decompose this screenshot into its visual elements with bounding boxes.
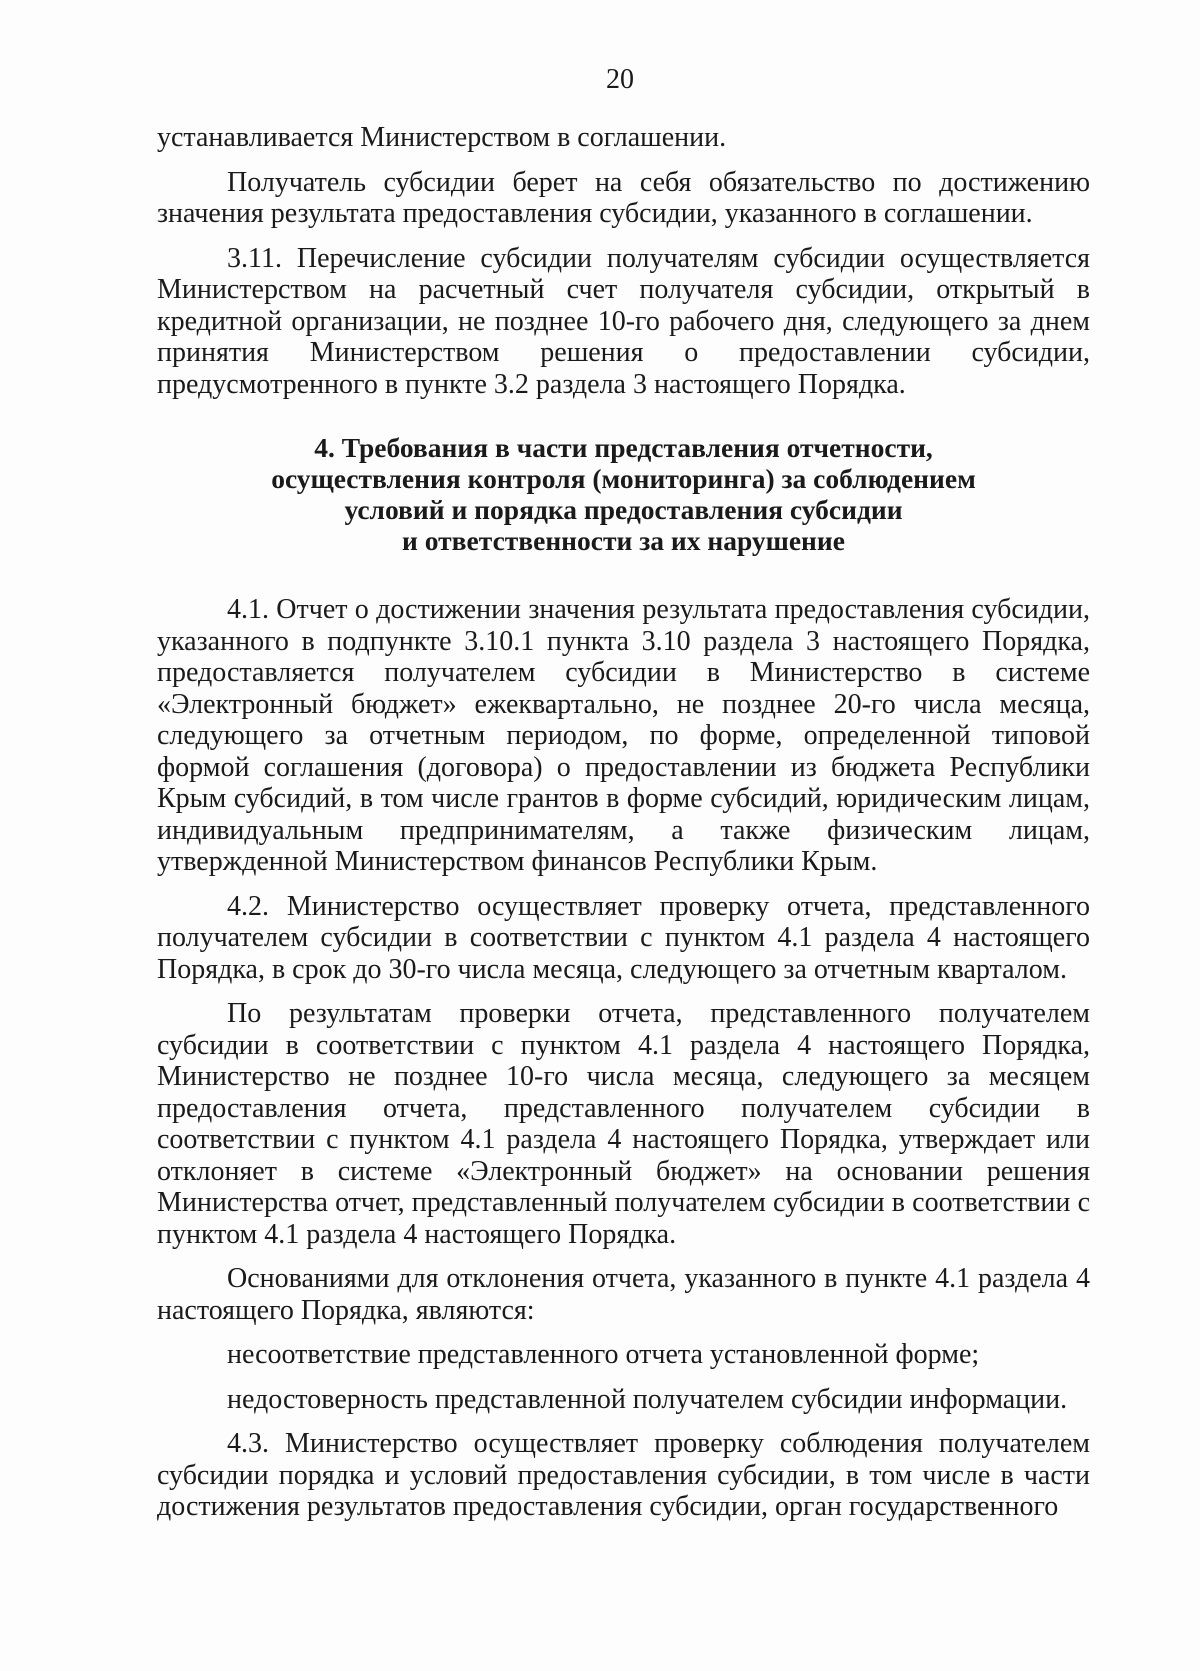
document-body (157, 122, 1090, 1536)
paragraph-4-2: 4.2. Министерство осуществляет проверку отчета, представленного получателем субсидии в соответствии с пунктом 4.1 раздела 4 настоящего Порядка, в срок до 30-го числа месяца, следующего за отчетным кварталом. (157, 890, 1090, 985)
paragraph-review-results: По результатам проверки отчета, представленного получателем субсидии в соответствии с пунктом 4.1 раздела 4 настоящего Порядка, Министерство не позднее 10-го числа месяца, следующего за месяцем предоставления отчета, представленного получателем субсидии в соответствии с пунктом 4.1 раздела 4 настоящего Порядка, утверждает или отклоняет в системе «Электронный бюджет» на основании решения Министерства отчет, представленный получателем субсидии в соответствии с пунктом 4.1 раздела 4 настоящего Порядка. (157, 998, 1090, 1250)
paragraph-obligation: Получатель субсидии берет на себя обязательство по достижению значения результата предоставления субсидии, указанного в соглашении. (157, 166, 1090, 229)
page-number: 20 (606, 64, 634, 95)
paragraph-4-1: 4.1. Отчет о достижении значения результата предоставления субсидии, указанного в подпункте 3.10.1 пункта 3.10 раздела 3 настоящего Порядка, предоставляется получателем субсидии в Министерство в системе «Электронный бюджет» ежеквартально, не позднее 20-го числа месяца, следующего за отчетным периодом, по форме, определенной типовой формой соглашения (договора) о предоставлении из бюджета Республики Крым субсидий, в том числе грантов в форме субсидий, юридическим лицам, индивидуальным предпринимателям, а также физическим лицам, утвержденной Министерством финансов Республики Крым. (157, 594, 1090, 877)
heading-line: 4. Требования в части представления отчетности, (314, 432, 933, 463)
paragraph-rejection-grounds: Основаниями для отклонения отчета, указанного в пункте 4.1 раздела 4 настоящего Порядка, являются: (157, 1263, 1090, 1326)
paragraph-4-3: 4.3. Министерство осуществляет проверку соблюдения получателем субсидии порядка и условий предоставления субсидии, в том числе в части достижения результатов предоставления субсидии, орган государственного (157, 1428, 1090, 1522)
heading-line: условий и порядка предоставления субсидии (344, 494, 903, 525)
section-4-heading (157, 432, 1090, 556)
heading-line: осуществления контроля (мониторинга) за соблюдением (271, 463, 976, 494)
paragraph-continuation: устанавливается Министерством в соглашении. (157, 122, 727, 153)
paragraph-ground-form-mismatch: несоответствие представленного отчета установленной форме; (227, 1339, 980, 1370)
paragraph-3-11: 3.11. Перечисление субсидии получателям субсидии осуществляется Министерством на расчетный счет получателя субсидии, открытый в кредитной организации, не позднее 10-го рабочего дня, следующего за днем принятия Министерством решения о предоставлении субсидии, предусмотренного в пункте 3.2 раздела 3 настоящего Порядка. (157, 242, 1090, 400)
paragraph-ground-unreliable-info: недостоверность представленной получателем субсидии информации. (227, 1383, 1068, 1415)
heading-line: и ответственности за их нарушение (402, 525, 845, 556)
